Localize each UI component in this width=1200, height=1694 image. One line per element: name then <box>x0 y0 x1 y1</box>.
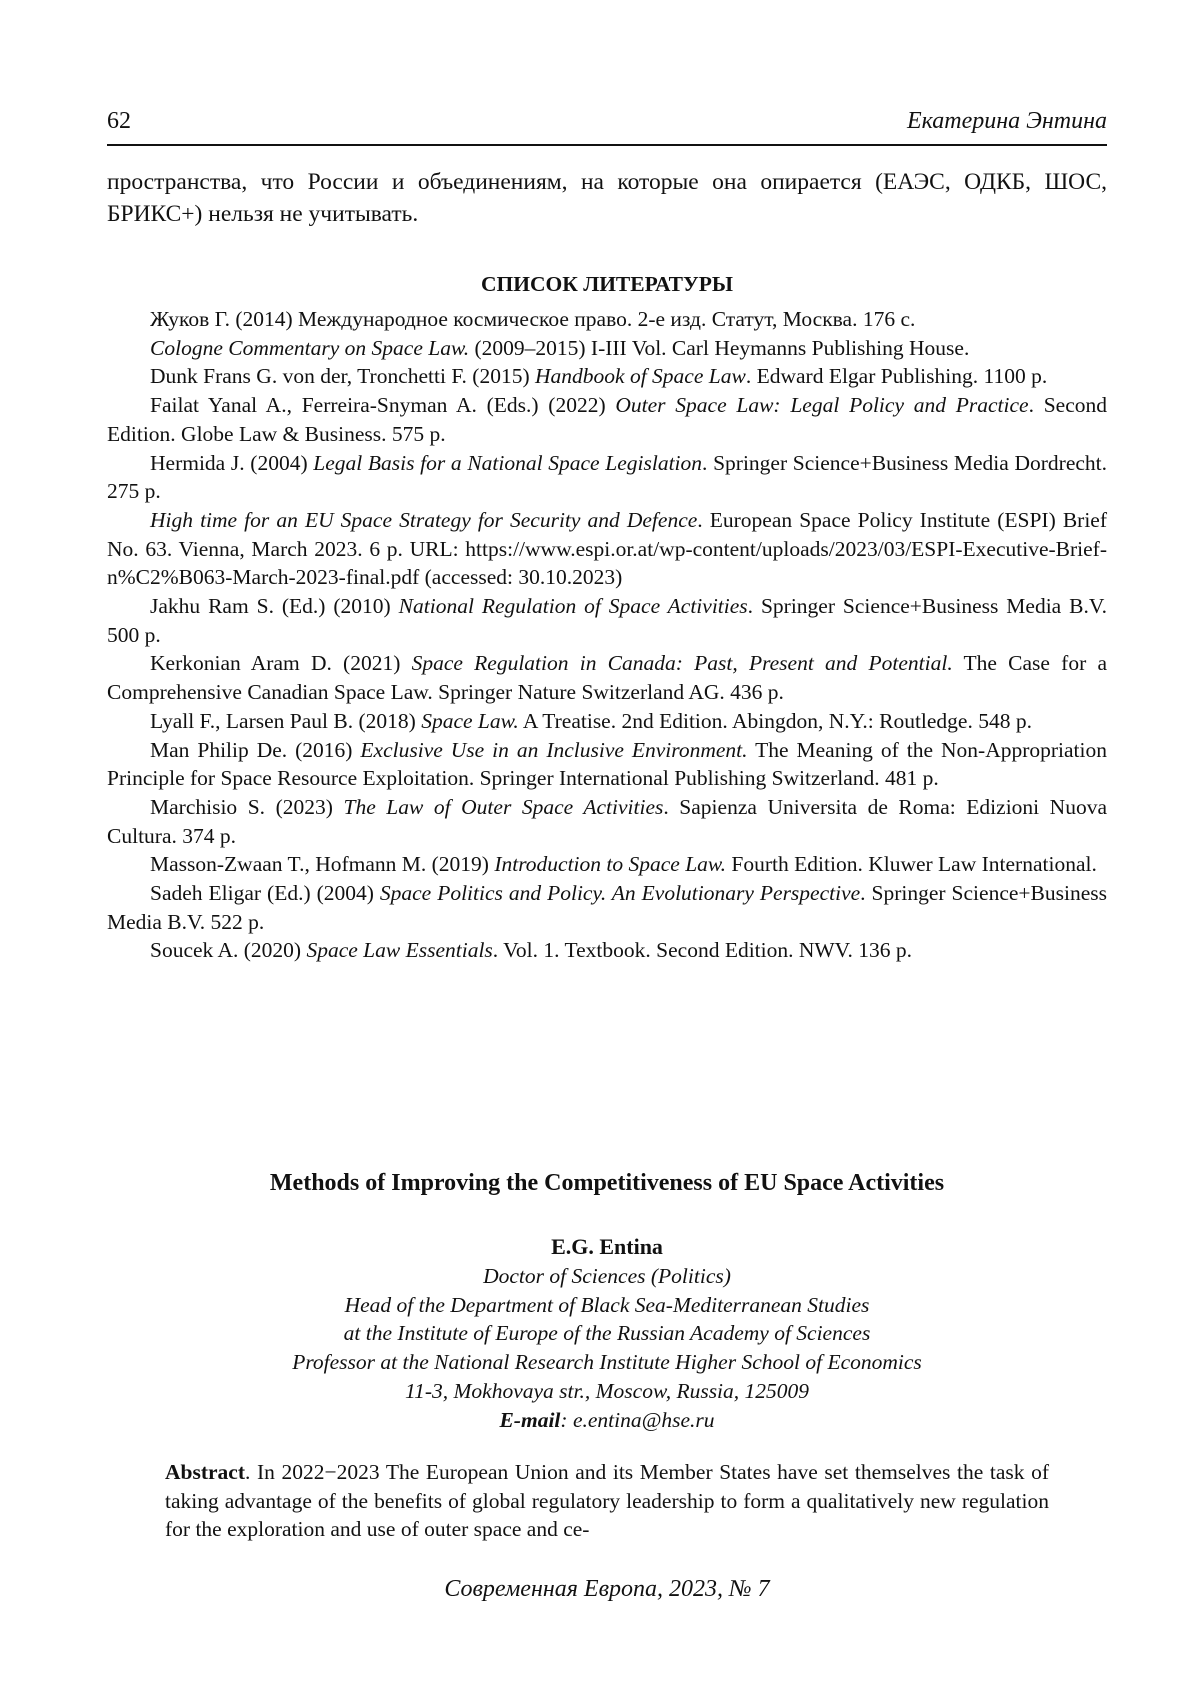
reference-text: . Springer Science+Business Media B.V. 500 p. <box>107 594 1108 647</box>
reference-item <box>107 391 1107 448</box>
reference-text: Marchisio S. (2023) <box>150 794 344 819</box>
reference-item <box>107 449 1107 506</box>
reference-text: . Vol. 1. Textbook. Second Edition. NWV. 136 p. <box>492 938 912 963</box>
reference-text: A Treatise. 2nd Edition. Abingdon, N.Y.: Routledge. 548 p. <box>518 708 1032 733</box>
reference-title: Introduction to Space Law. <box>494 852 727 877</box>
abstract-paragraph <box>165 1458 1049 1544</box>
reference-item <box>107 334 1107 363</box>
reference-title: Exclusive Use in an Inclusive Environment. <box>360 737 748 762</box>
reference-item <box>107 936 1107 965</box>
document-page <box>107 0 1107 1694</box>
reference-text: . Springer Science+Business Media Dordrecht. 275 p. <box>107 450 1107 504</box>
running-header <box>107 104 1107 146</box>
reference-item <box>107 592 1107 649</box>
reference-item <box>107 793 1107 850</box>
reference-text: Жуков Г. (2014) Международное космическое право. 2-е изд. Статут, Москва. 176 с. <box>150 307 916 331</box>
email-label: E-mail <box>499 1407 561 1432</box>
email-address[interactable]: e.entina@hse.ru <box>572 1407 715 1432</box>
reference-title: Legal Basis for a National Space Legislation <box>313 450 703 475</box>
running-header-author: Екатерина Энтина <box>906 108 1107 134</box>
abstract-text: . In 2022−2023 The European Union and its Member States have set themselves the task of taking advantage of the benefits of global regulatory leadership to form a qualitatively new regulation for the exploration and use of outer space and ce- <box>165 1460 1049 1542</box>
reference-title: Space Regulation in Canada: Past, Present and Potential. <box>411 651 953 676</box>
reference-text: Kerkonian Aram D. (2021) <box>150 651 412 676</box>
references-heading: СПИСОК ЛИТЕРАТУРЫ <box>481 272 733 296</box>
reference-title: Cologne Commentary on Space Law. <box>150 335 470 360</box>
reference-text: . European Space Policy Institute (ESPI) Brief No. 63. Vienna, March 2023. 6 p. URL: https://www.espi.or.at/wp-content/uploads/2023/03/ESPI-Executive-Brief-n%C2%B063-March-2023-final.pdf (accessed: 30.10.2023) <box>107 507 1107 590</box>
affiliation-line: Doctor of Sciences (Politics) <box>483 1264 731 1288</box>
reference-item <box>107 506 1107 592</box>
reference-text: Soucek A. (2020) <box>150 938 307 963</box>
reference-text: The Case for a Comprehensive Canadian Space Law. Springer Nature Switzerland AG. 436 p. <box>107 651 1108 705</box>
reference-title: Space Law. <box>421 708 519 733</box>
reference-title: National Regulation of Space Activities <box>398 594 748 619</box>
reference-text: Fourth Edition. Kluwer Law International. <box>726 852 1097 877</box>
affiliation-line: Head of the Department of Black Sea-Mediterranean Studies <box>344 1292 870 1317</box>
journal-footer: Современная Европа, 2023, № 7 <box>444 1576 770 1602</box>
reference-title: Space Law Essentials <box>306 938 493 963</box>
affiliation-line: 11-3, Mokhovaya str., Moscow, Russia, 125009 <box>404 1378 810 1403</box>
reference-item <box>107 736 1107 793</box>
abstract-label: Abstract <box>165 1460 246 1484</box>
reference-text: The Meaning of the Non-Appropriation Principle for Space Resource Exploitation. Springer International Publishing Switzerland. 481 p. <box>107 737 1107 791</box>
reference-text: Failat Yanal A., Ferreira-Snyman A. (Eds.) (2022) <box>150 393 616 418</box>
reference-title: High time for an EU Space Strategy for Security and Defence <box>150 507 698 532</box>
reference-item <box>107 879 1107 936</box>
reference-text: Man Philip De. (2016) <box>150 737 361 762</box>
reference-title: Space Politics and Policy. An Evolutionary Perspective <box>379 881 861 906</box>
reference-text: Jakhu Ram S. (Ed.) (2010) <box>150 594 399 619</box>
author-name: E.G. Entina <box>551 1234 663 1259</box>
intro-paragraph: пространства, что России и объединениям, на которые она опирается (ЕАЭС, ОДКБ, ШОС, БРИКС+) нельзя не учитывать. <box>107 169 1107 227</box>
reference-text: Masson-Zwaan T., Hofmann M. (2019) <box>150 852 495 877</box>
reference-title: Handbook of Space Law <box>535 364 746 389</box>
email-line <box>107 1406 1107 1435</box>
article-title: Methods of Improving the Competitiveness of EU Space Activities <box>269 1170 945 1196</box>
page-number: 62 <box>107 108 131 134</box>
reference-text: . Springer Science+Business Media B.V. 522 p. <box>107 881 1107 934</box>
reference-text: Dunk Frans G. von der, Tronchetti F. (2015) <box>150 364 536 389</box>
reference-title: Outer Space Law: Legal Policy and Practice <box>615 393 1029 418</box>
reference-item <box>107 707 1107 736</box>
affiliation-line: at the Institute of Europe of the Russian Academy of Sciences <box>343 1321 871 1346</box>
author-block <box>107 1232 1107 1434</box>
reference-text: . Second Edition. Globe Law & Business. 575 p. <box>107 393 1108 446</box>
reference-text: Sadeh Eligar (Ed.) (2004) <box>150 881 380 906</box>
reference-item <box>107 305 1107 334</box>
reference-item <box>107 649 1107 706</box>
reference-text: . Sapienza Universita de Roma: Edizioni Nuova Cultura. 374 p. <box>107 794 1108 848</box>
reference-text: (2009–2015) I-III Vol. Carl Heymanns Publishing House. <box>469 335 970 360</box>
affiliation-line: Professor at the National Research Institute Higher School of Economics <box>292 1350 922 1375</box>
reference-title: The Law of Outer Space Activities <box>343 794 664 819</box>
reference-text: Lyall F., Larsen Paul B. (2018) <box>150 708 422 733</box>
reference-text: Hermida J. (2004) <box>150 450 314 475</box>
email-separator: : <box>560 1407 573 1432</box>
reference-item <box>107 850 1107 879</box>
reference-text: . Edward Elgar Publishing. 1100 p. <box>745 364 1048 389</box>
reference-item <box>107 362 1107 391</box>
reference-list <box>107 305 1107 965</box>
